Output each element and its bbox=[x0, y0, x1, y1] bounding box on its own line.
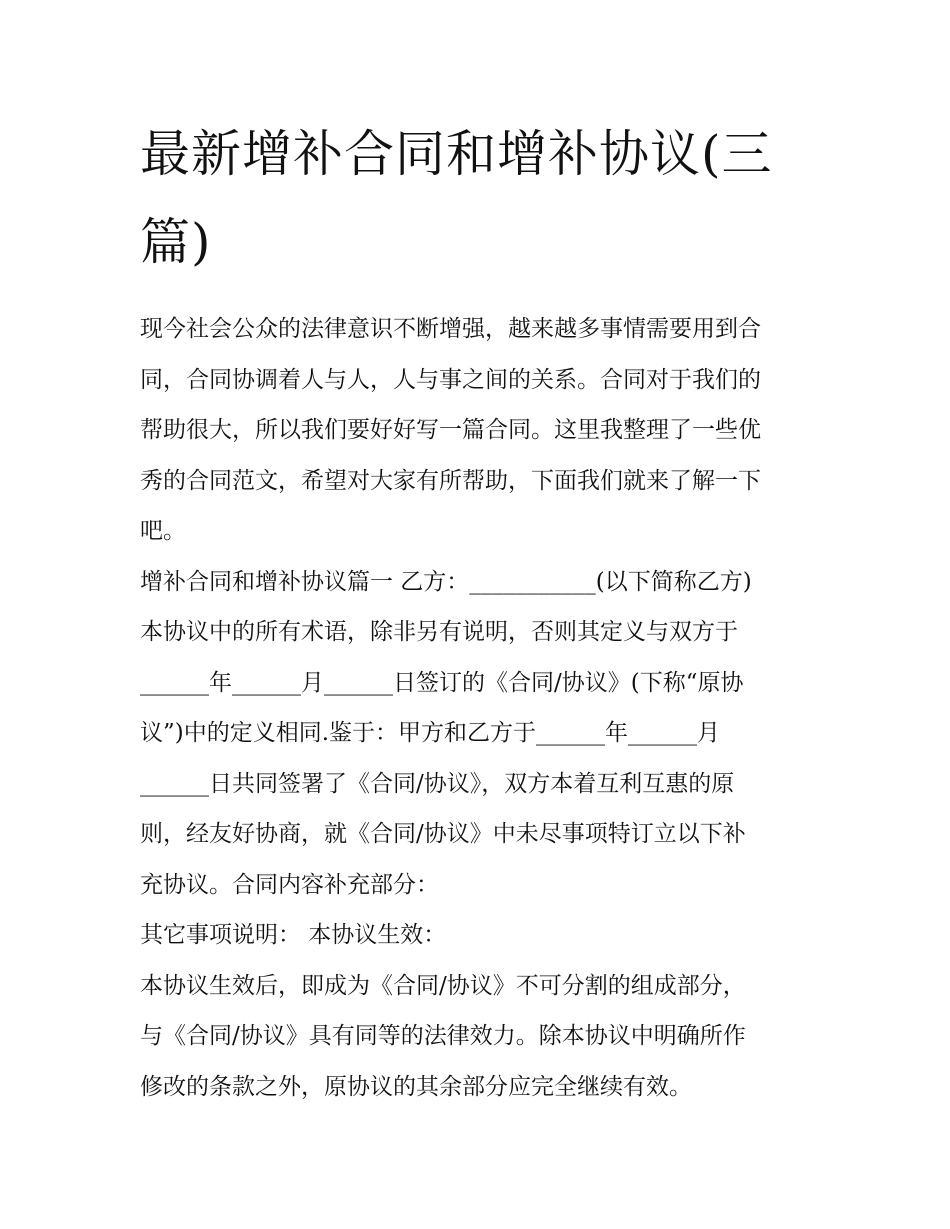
intro-paragraph bbox=[140, 304, 820, 557]
effect-line: 与《合同/协议》具有同等的法律效力。除本协议中明确所作 bbox=[140, 1023, 746, 1049]
document-page bbox=[140, 110, 820, 1112]
section-one-line: 议”)中的定义相同.鉴于：甲方和乙方于______年______月 bbox=[140, 720, 721, 746]
effect-paragraph bbox=[140, 961, 820, 1113]
section-one-line: 则，经友好协商，就《合同/协议》中未尽事项特订立以下补 bbox=[140, 821, 746, 847]
intro-line: 吧。 bbox=[140, 518, 186, 544]
intro-line: 现今社会公众的法律意识不断增强，越来越多事情需要用到合 bbox=[140, 316, 761, 342]
section-one-line: ______日共同签署了《合同/协议》，双方本着互利互惠的原 bbox=[140, 770, 735, 797]
section-one-line: 增补合同和增补协议篇一 乙方：___________(以下简称乙方) bbox=[140, 568, 752, 595]
other-matters-paragraph bbox=[140, 910, 820, 961]
section-one-paragraph bbox=[140, 557, 820, 911]
title-line-2: 篇) bbox=[140, 213, 212, 271]
effect-line: 本协议生效后，即成为《合同/协议》不可分割的组成部分， bbox=[140, 972, 746, 999]
intro-line: 秀的合同范文，希望对大家有所帮助，下面我们就来了解一下 bbox=[140, 467, 761, 494]
document-title bbox=[140, 110, 820, 286]
section-one-line: 本协议中的所有术语，除非另有说明，否则其定义与双方于 bbox=[140, 619, 738, 645]
section-one-line: ______年______月______日签订的《合同/协议》(下称“原协 bbox=[140, 669, 744, 696]
other-matters-line: 其它事项说明： 本协议生效： bbox=[140, 922, 447, 948]
effect-line: 修改的条款之外，原协议的其余部分应完全继续有效。 bbox=[140, 1073, 692, 1100]
section-one-line: 充协议。合同内容补充部分： bbox=[140, 871, 439, 898]
intro-line: 帮助很大，所以我们要好好写一篇合同。这里我整理了一些优 bbox=[140, 417, 761, 443]
intro-line: 同，合同协调着人与人，人与事之间的关系。合同对于我们的 bbox=[140, 366, 761, 393]
title-line-1: 最新增补合同和增补协议(三 bbox=[140, 125, 773, 183]
document-body bbox=[140, 304, 820, 1112]
